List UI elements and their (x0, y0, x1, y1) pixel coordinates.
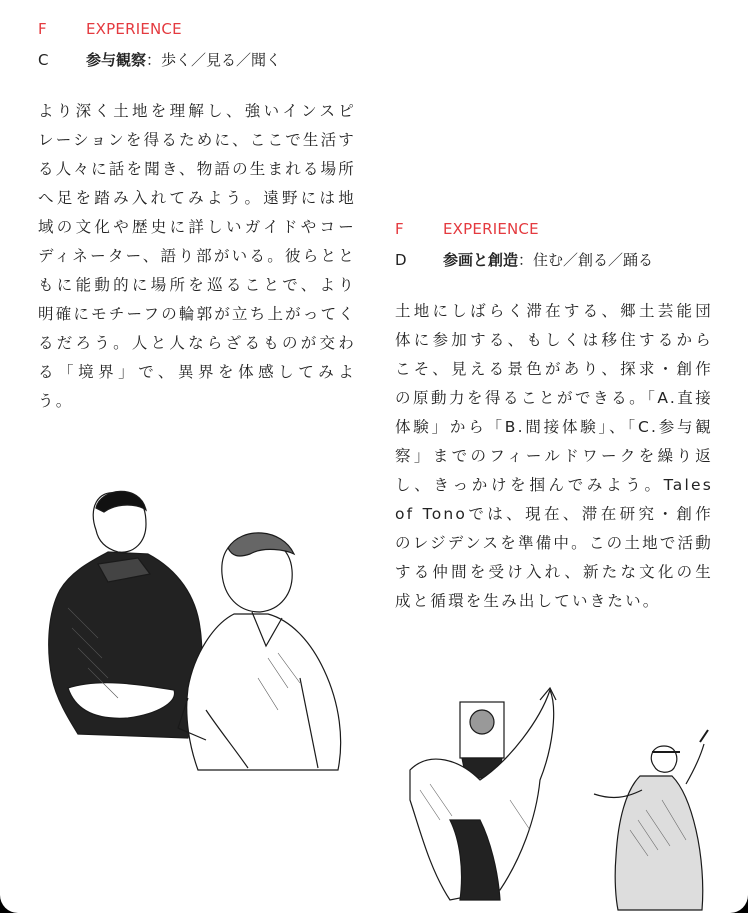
section-c-category-row (38, 20, 356, 42)
dancer-right-figure (594, 730, 708, 910)
section-d-title-row (395, 249, 713, 271)
section-c-letter: C (38, 51, 49, 69)
section-c-title: 参与観察 (86, 51, 147, 69)
section-d-f-letter: F (395, 220, 404, 238)
section-c-title-row (38, 49, 356, 71)
section-c (38, 20, 356, 416)
section-d-category: EXPERIENCE (443, 220, 539, 238)
section-c-subtitle: ：歩く／見る／聞く (146, 51, 282, 69)
two-people-illustration (38, 478, 356, 778)
person-left-figure (49, 491, 202, 738)
section-d-category-row (395, 220, 713, 242)
section-d (395, 220, 713, 616)
section-c-category: EXPERIENCE (86, 20, 182, 38)
section-d-letter: D (395, 251, 407, 269)
dancer-left-figure (410, 688, 556, 900)
folk-dancers-illustration (390, 680, 720, 913)
section-d-body: 土地にしばらく滞在する、郷土芸能団体に参加する、もしくは移住するからこそ、見える景色があり、探求・創作の原動力を得ることができる。「A.直接体験」から「B.間接体験」、「C.参与観察」までのフィールドワークを繰り返し、きっかけを掴んでみよう。Tales of Tonoでは、現在、滞在研究・創作のレジデンスを準備中。この土地で活動する仲間を受け入れ、新たな文化の生成と循環を生み出していきたい。 (395, 302, 713, 610)
section-c-body: より深く土地を理解し、強いインスピレーションを得るために、ここで生活する人々に話を聞き、物語の生まれる場所へ足を踏み入れてみよう。遠野には地域の文化や歴史に詳しいガイドやコーディネーター、語り部がいる。彼らとともに能動的に場所を巡ることで、より明確にモチーフの輪郭が立ち上がってくるだろう。人と人ならざるものが交わる「境界」で、異界を体感してみよう。 (38, 102, 356, 410)
section-c-f-letter: F (38, 20, 47, 38)
section-d-title: 参画と創造 (443, 251, 519, 269)
section-d-subtitle: ：住む／創る／踊る (518, 251, 654, 269)
person-right-figure (178, 533, 341, 770)
